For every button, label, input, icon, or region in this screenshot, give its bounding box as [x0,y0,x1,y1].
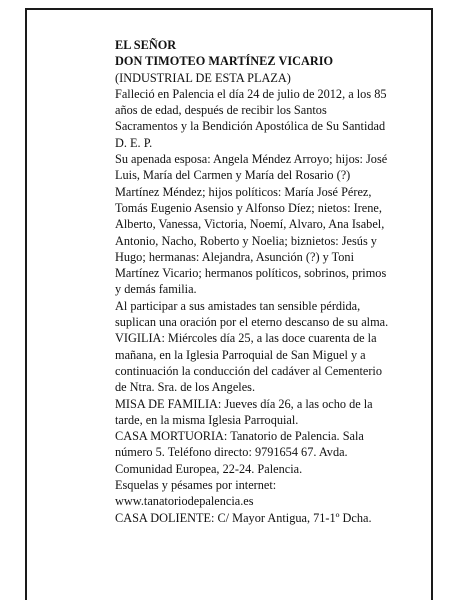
funeral-home-website: www.tanatoriodepalencia.es [115,494,254,509]
family-list-line: y demás familia. [115,282,197,297]
vigil-info-line: continuación la conducción del cadáver al Cementerio [115,363,383,378]
obituary-notice [115,37,415,526]
family-list-line: Su apenada esposa: Angela Méndez Arroyo; hijos: José [115,152,388,167]
family-list-line: Martínez Méndez; hijos políticos: María José Pérez, [115,184,372,199]
family-list-line: Tomás Eugenio Asensio y Alfonso Díez; nietos: Irene, [115,200,382,215]
family-list-line: Hugo; hermanas: Alejandra, Asunción (?) y Toni [115,249,354,264]
funeral-home-line: CASA MORTUORIA: Tanatorio de Palencia. Sala [115,429,364,444]
funeral-home-line: número 5. Teléfono directo: 9791654 67. Avda. [115,445,348,460]
death-announcement-line: Falleció en Palencia el día 24 de julio de 2012, a los 85 [115,86,387,101]
vigil-info-line: mañana, en la Iglesia Parroquial de San Miguel y a [115,347,366,362]
family-mass-line: MISA DE FAMILIA: Jueves día 26, a las ocho de la [115,396,373,411]
notice-heading: EL SEÑOR [115,38,177,52]
family-home-line: CASA DOLIENTE: C/ Mayor Antigua, 71-1º Dcha. [115,510,372,525]
vigil-info-line: de Ntra. Sra. de los Angeles. [115,380,256,395]
family-list-line: Alberto, Vanessa, Victoria, Noemí, Alvaro, Ana Isabel, [115,217,385,232]
death-announcement-line: años de edad, después de recibir los Santos [115,103,327,118]
vigil-info-line: VIGILIA: Miércoles día 25, a las doce cuarenta de la [115,331,377,346]
death-announcement-line: Sacramentos y la Bendición Apostólica de Su Santidad [115,119,386,134]
rip-line: D. E. P. [115,135,153,150]
family-mass-line: tarde, en la misma Iglesia Parroquial. [115,412,299,427]
family-list-line: Martínez Vicario; hermanos políticos, sobrinos, primos [115,266,387,281]
family-list-line: Luis, María del Carmen y María del Rosario (?) [115,168,351,183]
funeral-home-line: Comunidad Europea, 22-24. Palencia. [115,461,303,476]
prayer-request-line: Al participar a sus amistades tan sensible pérdida, [115,298,361,313]
deceased-occupation: (INDUSTRIAL DE ESTA PLAZA) [115,70,291,85]
online-condolences-line: Esquelas y pésames por internet: [115,478,277,493]
prayer-request-line: suplican una oración por el eterno descanso de su alma. [115,315,389,330]
deceased-name: DON TIMOTEO MARTÍNEZ VICARIO [115,54,334,69]
family-list-line: Antonio, Nacho, Roberto y Noelia; biznietos: Jesús y [115,233,377,248]
